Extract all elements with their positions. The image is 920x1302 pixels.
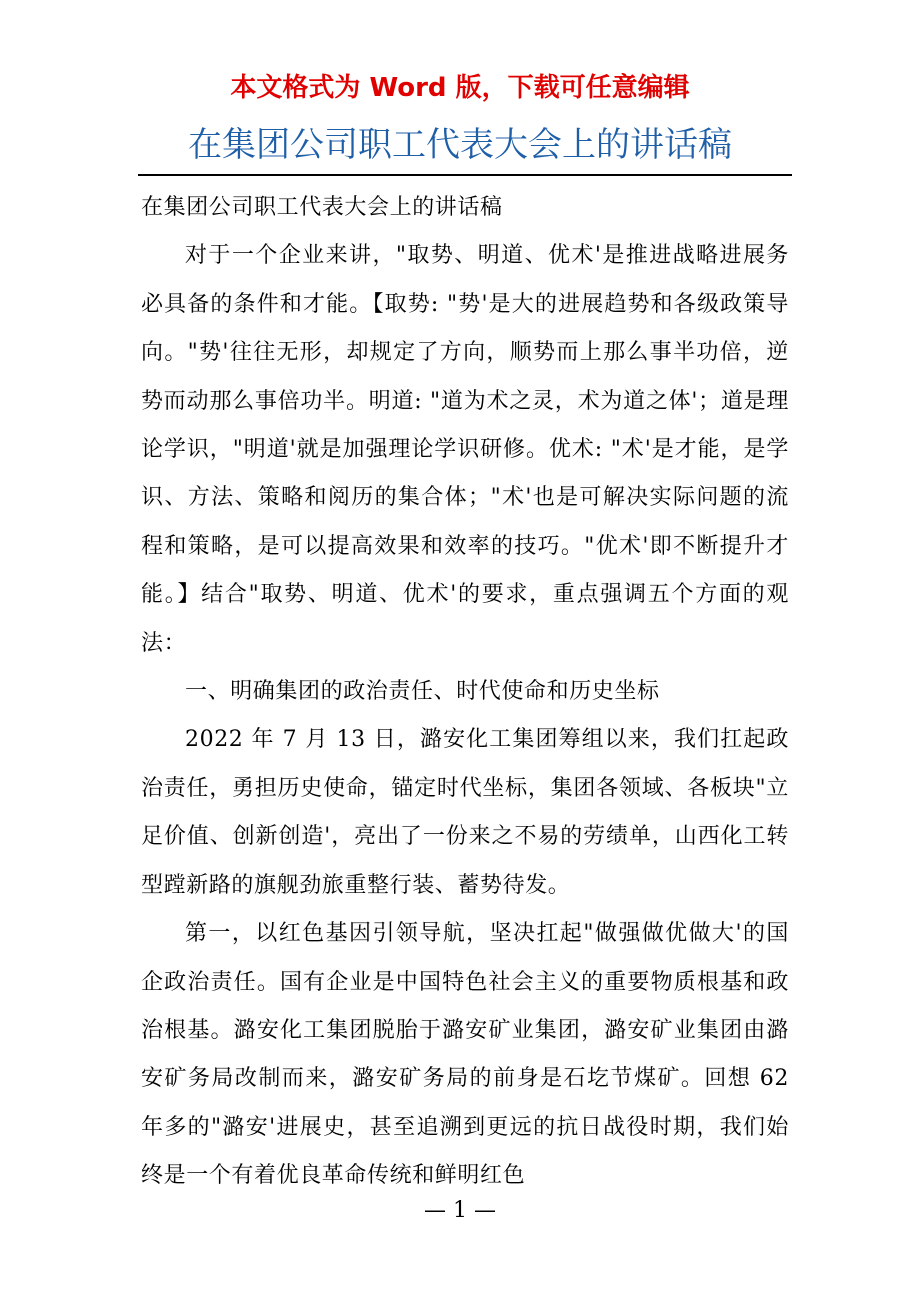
body-paragraph: 2022 年 7 月 13 日，潞安化工集团筹组以来，我们扛起政治责任，勇担历史使命，锚定时代坐标，集团各领域、各板块"立足价值、创新创造'，亮出了一份来之不易的劳绩单，山西化工转型蹚新路的旗舰劲旅重整行装、蓄势待发。 xyxy=(141,727,789,898)
title-divider xyxy=(138,174,792,176)
body-paragraph: 第一，以红色基因引领导航，坚决扛起"做强做优做大'的国企政治责任。国有企业是中国特色社会主义的重要物质根基和政治根基。潞安化工集团脱胎于潞安矿业集团，潞安矿业集团由潞安矿务局改制而来，潞安矿务局的前身是石圪节煤矿。回想 62 年多的"潞安'进展史，甚至追溯到更远的抗日战役时期，我们始终是一个有着优良革命传统和鲜明红色 xyxy=(141,921,789,1189)
section-heading: 一、明确集团的政治责任、时代使命和历史坐标 xyxy=(185,679,660,705)
document-title: 在集团公司职工代表大会上的讲话稿 xyxy=(188,125,732,165)
download-notice: 本文格式为 Word 版，下载可任意编辑 xyxy=(230,73,690,103)
subtitle-line: 在集团公司职工代表大会上的讲话稿 xyxy=(141,195,503,220)
intro-paragraph: 对于一个企业来讲，"取势、明道、优术'是推进战略进展务必具备的条件和才能。【取势: "势'是大的进展趋势和各级政策导向。"势'往往无形，却规定了方向，顺势而上那么事半功倍，逆势而动那么事倍功半。明道: "道为术之灵，术为道之体'；道是理论学识，"明道'就是加强理论学识研修。优术: "术'是才能，是学识、方法、策略和阅历的集合体；"术'也是可解决实际问题的流程和策略，是可以提高效果和效率的技巧。"优术'即不断提升才能。】结合"取势、明道、优术'的要求，重点强调五个方面的观法： xyxy=(141,243,789,656)
document-body xyxy=(141,184,789,1201)
page-number: — 1 — xyxy=(424,1198,496,1223)
